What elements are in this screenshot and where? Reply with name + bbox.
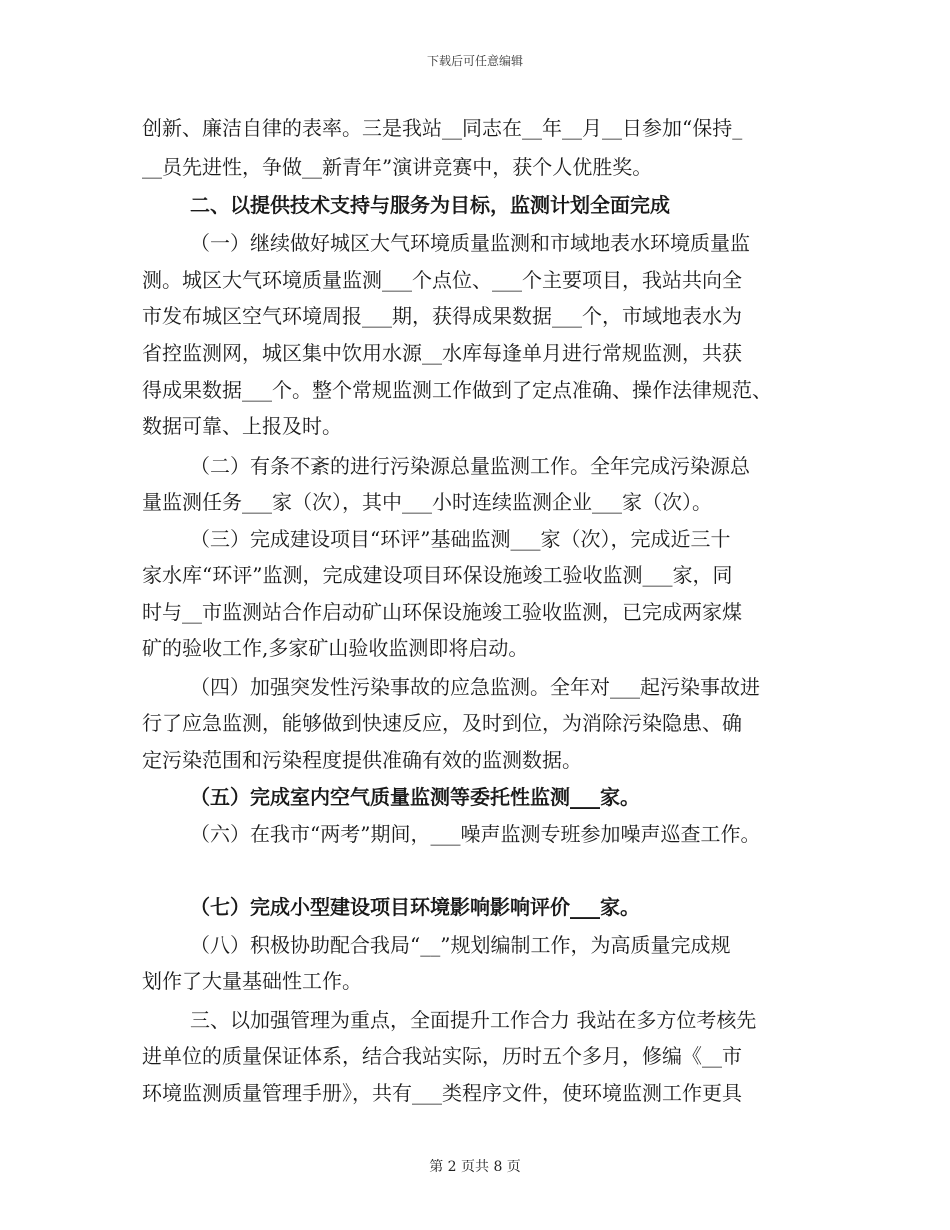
body-line-16: （四）加强突发性污染事故的应急监测。全年对___起污染事故进 [190,675,760,699]
body-line-17: 行了应急监测，能够做到快速反应，及时到位，为消除污染隐患、确 [142,711,742,735]
section-heading-3: 三、以加强管理为重点，全面提升工作合力 我站在多方位考核先 [190,1008,757,1032]
body-line-14: 时与__市监测站合作启动矿山环保设施竣工验收监测，已完成两家煤 [142,600,742,624]
body-line-23: 划作了大量基础性工作。 [142,969,362,993]
body-line-26: 环境监测质量管理手册》，共有___类程序文件，使环境监测工作更具 [142,1081,742,1105]
body-line-11: 量监测任务___家（次），其中___小时连续监测企业___家（次）。 [142,490,712,514]
body-line-9: 数据可靠、上报及时。 [142,414,342,438]
page-footer: 第 2 页共 8 页 [429,1159,521,1175]
body-line-20: （六）在我市“两考”期间，___噪声监测专班参加噪声巡查工作。 [190,822,761,846]
body-line-22: （八）积极协助配合我局“__”规划编制工作，为高质量完成规 [190,933,731,957]
body-line-4: （一）继续做好城区大气环境质量监测和市域地表水环境质量监 [190,231,750,255]
body-line-1: 创新、廉洁自律的表率。三是我站__同志在__年__月__日参加“保持_ [142,116,743,140]
body-line-13: 家水库“环评”监测，完成建设项目环保设施竣工验收监测___家，同 [142,563,733,587]
body-line-12: （三）完成建设项目“环评”基础监测___家（次），完成近三十 [190,527,731,551]
body-line-5: 测。城区大气环境质量监测___个点位、___个主要项目，我站共向全 [142,268,742,292]
body-line-10: （二）有条不紊的进行污染源总量监测工作。全年完成污染源总 [190,454,750,478]
body-line-18: 定污染范围和污染程度提供准确有效的监测数据。 [142,748,582,772]
section-heading-2: 二、以提供技术支持与服务为目标，监测计划全面完成 [190,193,670,217]
body-line-7: 省控监测网，城区集中饮用水源__水库每逢单月进行常规监测，共获 [142,341,742,365]
body-line-15: 矿的验收工作,多家矿山验收监测即将启动。 [142,636,529,660]
page-header: 下载后可任意编辑 [426,54,523,68]
body-line-2: __员先进性，争做__新青年”演讲竞赛中，获个人优胜奖。 [142,155,653,179]
body-line-8: 得成果数据___个。整个常规监测工作做到了定点准确、操作法律规范、 [142,378,772,402]
item-5-heading: （五）完成室内空气质量监测等委托性监测___家。 [190,785,640,809]
body-line-6: 市发布城区空气环境周报___期，获得成果数据___个，市域地表水为 [142,304,742,328]
item-7-heading: （七）完成小型建设项目环境影响影响评价___家。 [190,895,640,919]
body-line-25: 进单位的质量保证体系，结合我站实际，历时五个多月，修编《__市 [142,1044,742,1068]
